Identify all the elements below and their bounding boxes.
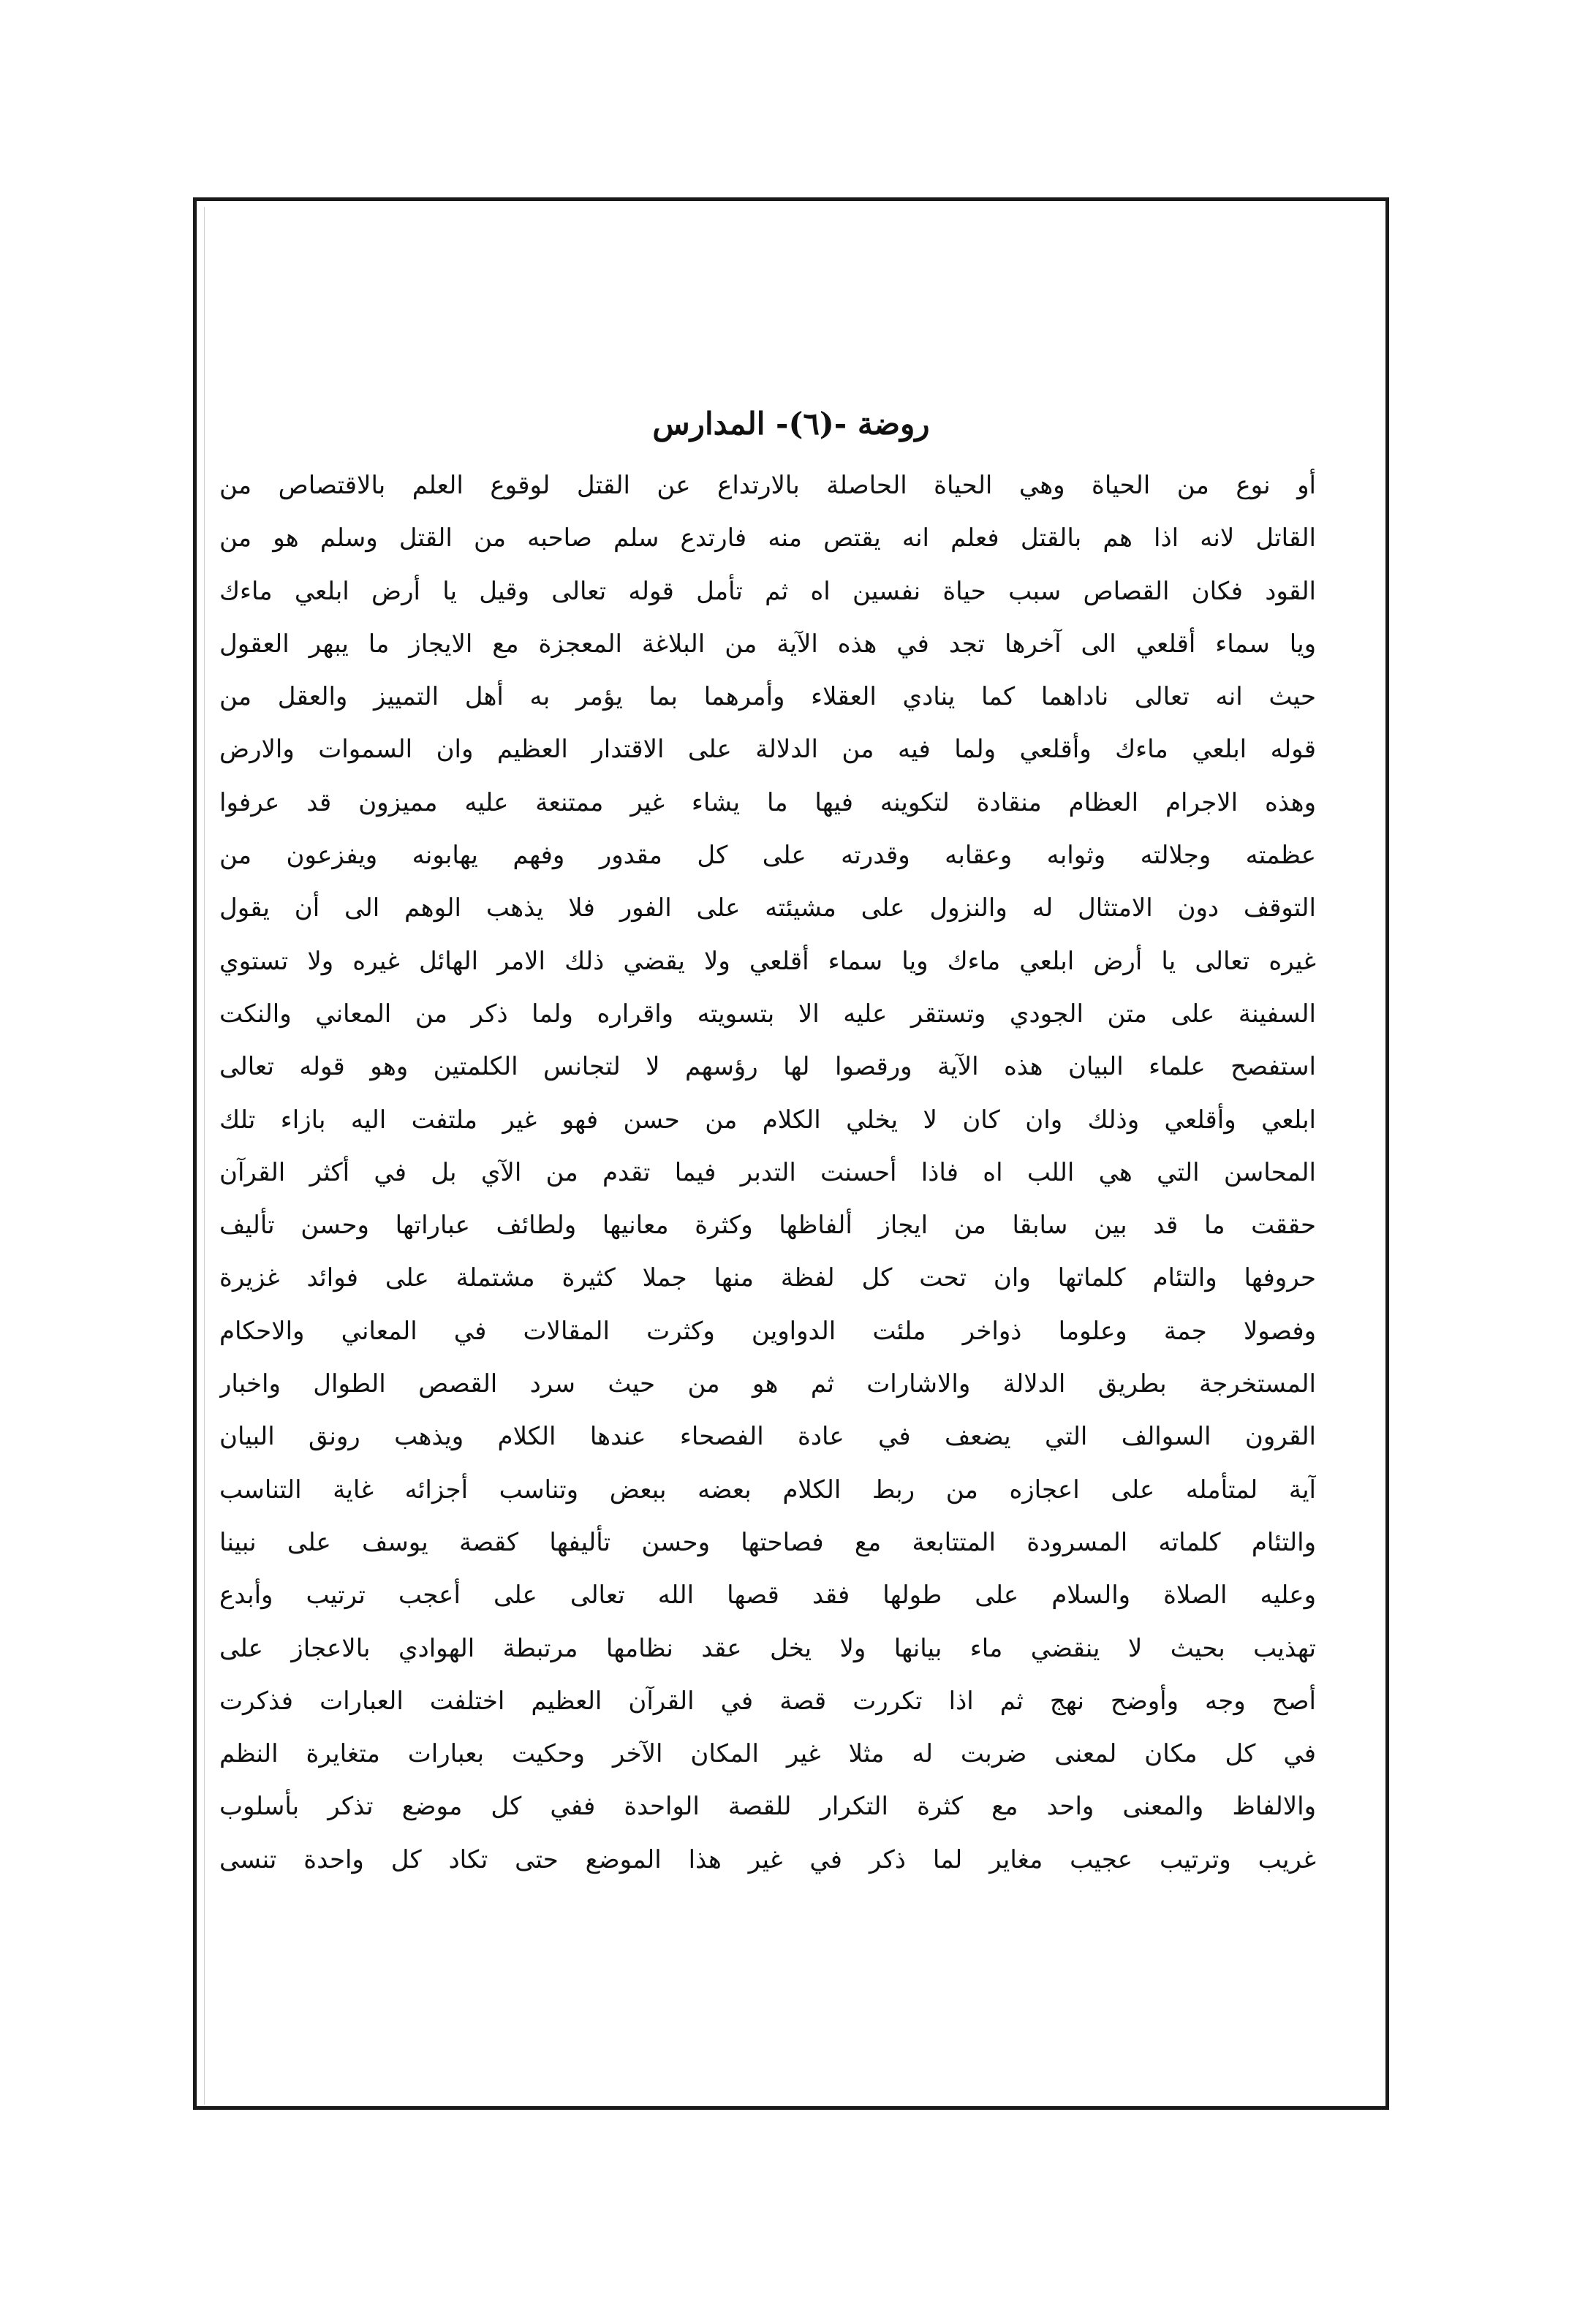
text-line: آية لمتأمله على اعجازه من ربط الكلام بعضه ببعض وتناسب أجزائه غاية التناسب — [219, 1475, 1316, 1504]
text-line: القاتل لانه اذا هم بالقتل فعلم انه يقتص منه فارتدع سلم صاحبه من القتل وسلم هو من — [219, 523, 1316, 553]
text-line: ويا سماء أقلعي الى آخرها تجد في هذه الآية من البلاغة المعجزة مع الايجاز ما يبهر العقول — [219, 629, 1316, 659]
text-line: حروفها والتئام كلماتها وان تحت كل لفظة منها جملا كثيرة مشتملة على فوائد غزيرة — [219, 1263, 1316, 1293]
text-line: السفينة على متن الجودي وتستقر عليه الا بتسويته واقراره ولما ذكر من المعاني والنكت — [219, 999, 1316, 1029]
text-line: استفصح علماء البيان هذه الآية ورقصوا لها رؤسهم لا لتجانس الكلمتين وهو قوله تعالى — [219, 1052, 1316, 1082]
text-line: غيره تعالى يا أرض ابلعي ماءك ويا سماء أقلعي ولا يقضي ذلك الامر الهائل غيره ولا تستوي — [219, 946, 1316, 976]
text-line: وهذه الاجرام العظام منقادة لتكوينه فيها ما يشاء غير ممتنعة عليه مميزون قد عرفوا — [219, 787, 1316, 817]
text-line: وفصولا جمة وعلوما ذواخر ملئت الدواوين وكثرت المقالات في المعاني والاحكام — [219, 1316, 1316, 1346]
text-line: قوله ابلعي ماءك وأقلعي ولما فيه من الدلالة على الاقتدار العظيم وان السموات والارض — [219, 735, 1316, 765]
text-line: التوقف دون الامتثال له والنزول على مشيئته على الفور فلا يذهب الوهم الى أن يقول — [219, 893, 1316, 923]
text-line: غريب وترتيب عجيب مغاير لما ذكر في غير هذا الموضع حتى تكاد كل واحدة تنسى — [219, 1844, 1316, 1874]
text-line: المستخرجة بطريق الدلالة والاشارات ثم هو من حيث سرد القصص الطوال واخبار — [219, 1369, 1316, 1399]
text-line: في كل مكان لمعنى ضربت له مثلا غير المكان الآخر وحكيت بعبارات متغايرة النظم — [219, 1739, 1316, 1769]
text-line: القرون السوالف التي يضعف في عادة الفصحاء عندها الكلام ويذهب رونق البيان — [219, 1422, 1316, 1452]
page-header: روضة -(٦)- المدارس — [652, 406, 930, 442]
text-line: حيث انه تعالى ناداهما كما ينادي العقلاء وأمرهما بما يؤمر به أهل التمييز والعقل من — [219, 682, 1316, 712]
text-line: ابلعي وأقلعي وذلك وان كان لا يخلي الكلام من حسن فهو غير ملتفت اليه بازاء تلك — [219, 1105, 1316, 1135]
text-line: أصح وجه وأوضح نهج ثم اذا تكررت قصة في القرآن العظيم اختلفت العبارات فذكرت — [219, 1686, 1316, 1716]
body-text — [219, 459, 1316, 1886]
text-line: المحاسن التي هي اللب اه فاذا أحسنت التدبر فيما تقدم من الآي بل في أكثر القرآن — [219, 1157, 1316, 1187]
text-line: وعليه الصلاة والسلام على طولها فقد قصها الله تعالى على أعجب ترتيب وأبدع — [219, 1581, 1316, 1610]
text-line: القود فكان القصاص سبب حياة نفسين اه ثم تأمل قوله تعالى وقيل يا أرض ابلعي ماءك — [219, 576, 1316, 606]
text-line: حققت ما قد بين سابقا من ايجاز ألفاظها وكثرة معانيها ولطائف عباراتها وحسن تأليف — [219, 1211, 1316, 1241]
text-line: عظمته وجلالته وثوابه وعقابه وقدرته على كل مقدور وفهم يهابونه ويفزعون من — [219, 841, 1316, 871]
text-line: والتئام كلماته المسرودة المتتابعة مع فصاحتها وحسن تأليفها كقصة يوسف على نبينا — [219, 1527, 1316, 1557]
text-line: تهذيب بحيث لا ينقضي ماء بيانها ولا يخل عقد نظامها مرتبطة الهوادي بالاعجاز على — [219, 1633, 1316, 1663]
text-line: أو نوع من الحياة وهي الحياة الحاصلة بالارتداع عن القتل لوقوع العلم بالاقتصاص من — [219, 471, 1316, 500]
text-line: والالفاظ والمعنى واحد مع كثرة التكرار للقصة الواحدة ففي كل موضع تذكر بأسلوب — [219, 1792, 1316, 1822]
